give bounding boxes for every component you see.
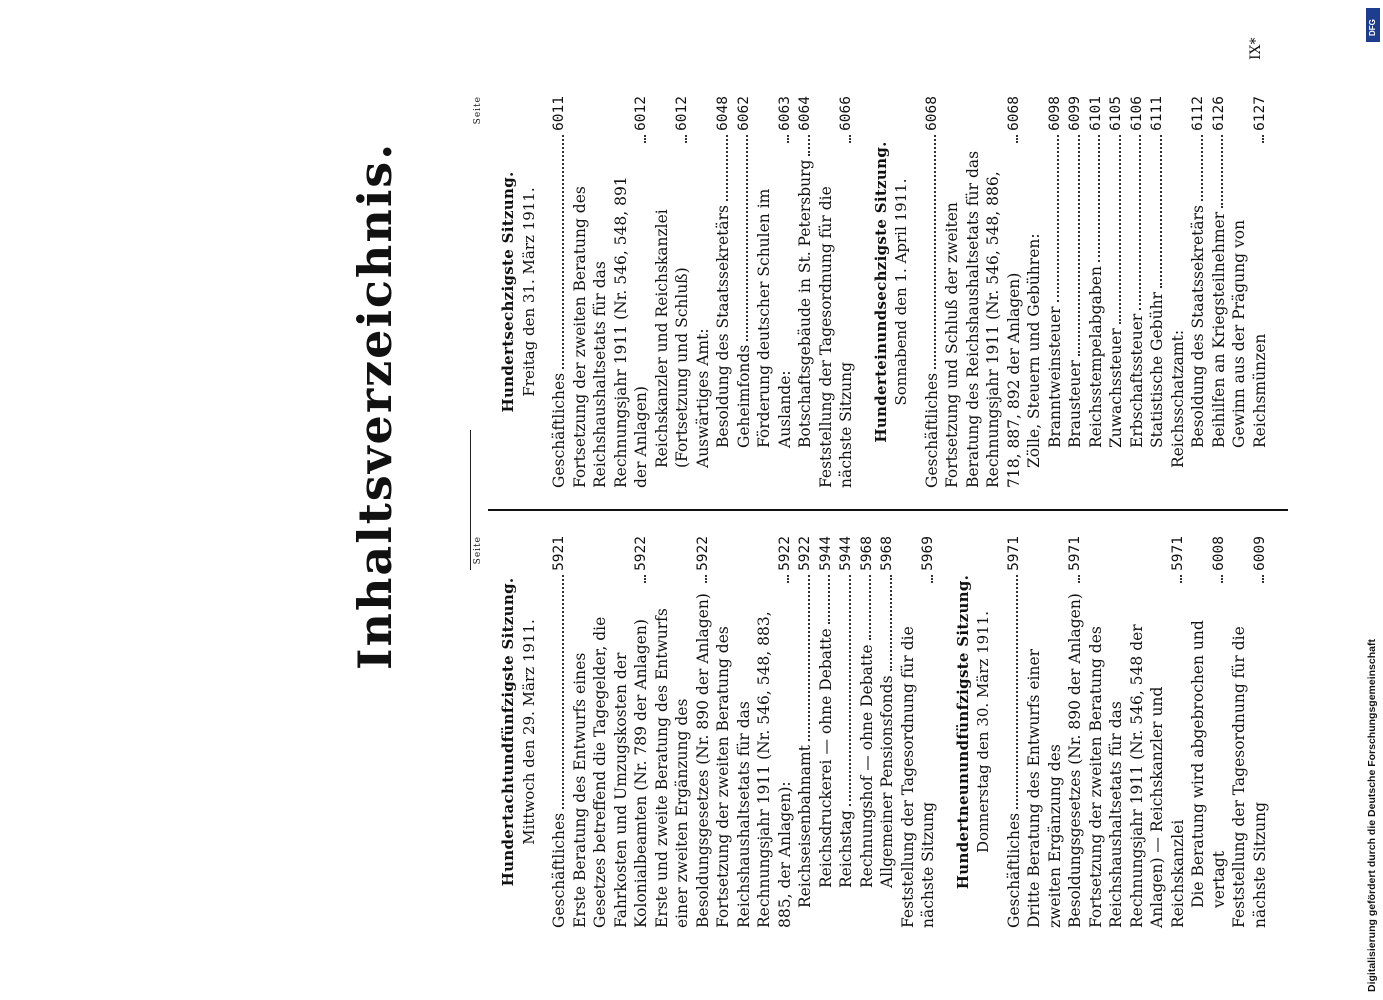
toc-entry-text: Rechnungshof — ohne Debatte [857, 644, 876, 888]
dot-leader [869, 575, 871, 641]
dot-leader [1016, 575, 1018, 809]
toc-entry [922, 96, 943, 488]
toc-entry [1209, 96, 1230, 488]
toc-entry-page: 6062 [735, 96, 752, 131]
toc-entry-page: 5968 [858, 536, 875, 571]
dot-leader [828, 575, 830, 624]
page-number: IX* [1248, 37, 1264, 60]
session-date: Freitag den 31. März 1911. [519, 187, 538, 397]
toc-entry-page: 6126 [1210, 96, 1227, 131]
toc-entry [857, 536, 878, 928]
toc-entry-page: 6101 [1087, 96, 1104, 131]
dot-leader [1201, 135, 1203, 201]
dot-leader [931, 575, 933, 583]
toc-entry-text: Statistische Gebühr [1148, 292, 1166, 448]
toc-entry [1188, 96, 1209, 488]
session-date: Donnerstag den 30. März 1911. [974, 610, 992, 854]
toc-entry [1188, 536, 1229, 928]
toc-entry-text: Förderung deutscher Schulen im Auslande: [755, 188, 794, 448]
toc-entry [570, 536, 652, 928]
toc-entry [1024, 96, 1045, 488]
toc-entry-text: Dritte Beratung des Entwurfs einer zweiten Ergänzung des Besoldungsgesetzes (Nr. 890 der Anlagen) [1025, 593, 1084, 928]
toc-entry [1024, 536, 1086, 928]
session-title: Hundertneunundfünfzigste Sitzung. [953, 574, 972, 890]
title-rule [470, 430, 471, 570]
toc-entry-text: Erste und zweite Beratung des Entwurfs einer zweiten Ergänzung des Besoldungsgesetzes (Nr. 890 der Anlagen) [652, 593, 712, 928]
dot-leader [562, 575, 564, 809]
dot-leader [849, 135, 851, 143]
toc-entry-text: Gewinn aus der Prägung von Reichsmünzen [1230, 219, 1269, 448]
dot-leader [1262, 575, 1264, 583]
toc-entry-text: Fortsetzung und Schluß der zweiten Beratung des Reichshaushaltsetats für das Rechnungsjahr 1911 (Nr. 546, 548, 886, 718, 887, 892 der Anlagen) [943, 150, 1023, 488]
toc-entry-page: 5944 [838, 536, 854, 571]
toc-entry-text: Geschäftliches [1004, 812, 1023, 928]
toc-entry-page: 5922 [633, 536, 649, 571]
toc-entry-text: Auswärtiges Amt: [693, 328, 712, 468]
toc-entry-text: Die Beratung wird abgebrochen und vertagt [1189, 620, 1228, 908]
toc-entry-text: Reichseisenbahnamt [796, 745, 814, 908]
dot-leader [1119, 135, 1121, 324]
dot-leader [705, 575, 707, 583]
toc-entry-text: Fortsetzung der zweiten Beratung des Reichshaushaltsetats für das Rechnungsjahr 1911 (Nr. 546, 548, 883, 885, der Anlagen): [714, 611, 794, 928]
dot-leader [1180, 575, 1182, 583]
toc-entry-page: 6008 [1210, 536, 1227, 571]
toc-entry [549, 536, 570, 928]
dot-leader [1078, 575, 1080, 583]
toc-entry-text: Reichskanzler und Reichskanzlei (Fortsetzung und Schluß) [652, 209, 691, 468]
session-title: Hunderteinundsechzigste Sitzung. [871, 141, 890, 443]
toc-entry-text: Feststellung der Tagesordnung für die nächste Sitzung [816, 186, 855, 488]
toc-entry [549, 96, 570, 488]
dot-leader [808, 575, 810, 741]
toc-entry-text: Zuwachssteuer [1107, 328, 1125, 448]
dot-leader [1221, 575, 1223, 583]
toc-entry-text: Fortsetzung der zweiten Beratung des Reichshaushaltsetats für das Rechnungsjahr 1911 (Nr. 546, 548 der Anlagen) — Reichskanzler und Reichskanzlei [1086, 624, 1187, 928]
toc-entry [754, 96, 795, 488]
toc-entry [1147, 96, 1168, 488]
toc-entry-text: Brausteuer [1066, 360, 1084, 448]
toc-entry-page: 5971 [1067, 536, 1083, 571]
toc-entry-text: Geheimfonds [734, 344, 753, 448]
toc-entry-text: Geschäftliches [922, 372, 941, 488]
toc-entry [1106, 96, 1127, 488]
toc-entry [836, 536, 857, 928]
session-date: Sonnabend den 1. April 1911. [892, 178, 910, 406]
toc-entry-page: 6106 [1128, 96, 1145, 131]
toc-entry-page: 6105 [1108, 96, 1124, 131]
toc-entry-text: Beihilfen an Kriegsteilnehmer [1209, 211, 1228, 448]
dot-leader [1221, 135, 1223, 208]
toc-entry-page: 5971 [1169, 536, 1186, 571]
session-date: Mittwoch den 29. März 1911. [519, 619, 538, 845]
toc-entry-page: 6012 [674, 96, 690, 131]
toc-entry [1086, 96, 1107, 488]
column-divider [488, 509, 1288, 511]
toc-entry-page: 6009 [1251, 536, 1268, 571]
toc-entry-page: 5971 [1005, 536, 1022, 571]
toc-entry-text: Erbschaftssteuer [1127, 313, 1146, 448]
dfg-logo-text: DFG [1368, 19, 1377, 36]
dfg-logo [1366, 8, 1380, 42]
toc-entry-page: 5944 [817, 536, 834, 571]
toc-entry [1127, 96, 1148, 488]
toc-entry [898, 536, 939, 928]
toc-entry-text: Geschäftliches [550, 812, 568, 928]
toc-entry-page: 5969 [920, 536, 936, 571]
toc-entry-text: Feststellung der Tagesordnung für die nächste Sitzung [1230, 626, 1269, 928]
dot-leader [562, 135, 564, 369]
toc-entry [713, 96, 734, 488]
toc-entry-page: 6063 [776, 96, 793, 131]
toc-entry-page: 6112 [1190, 96, 1206, 131]
dot-leader [685, 135, 687, 143]
session-block [871, 96, 1271, 488]
toc-entry-text: Botschaftsgebäude in St. Petersburg [796, 159, 814, 448]
toc-entry-page: 6012 [633, 96, 649, 131]
toc-entry-page: 5921 [551, 536, 567, 571]
toc-entry-text: Feststellung der Tagesordnung für die nächste Sitzung [898, 626, 937, 928]
toc-entry [1229, 536, 1270, 928]
seite-label-left: Seite [473, 536, 483, 565]
toc-entry-text: Fortsetzung der zweiten Beratung des Reichshaushaltsetats für das Rechnungsjahr 1911 (Nr. 546, 548, 891 der Anlagen) [570, 176, 650, 488]
dot-leader [1139, 135, 1141, 310]
toc-entry-page: 5922 [694, 536, 711, 571]
toc-entry [816, 536, 837, 928]
toc-entry-page: 6099 [1067, 96, 1083, 131]
toc-entry [795, 536, 816, 928]
toc-entry [693, 96, 714, 488]
toc-entry [1168, 96, 1189, 488]
dot-leader [890, 575, 892, 672]
toc-entry [1065, 96, 1086, 488]
toc-entry [1045, 96, 1066, 488]
dot-leader [644, 135, 646, 143]
toc-entry-page: 6068 [923, 96, 940, 131]
toc-entry-text: Reichsstempelabgaben [1086, 266, 1105, 448]
dot-leader [808, 135, 810, 156]
digitization-note [1366, 372, 1380, 992]
toc-entry-text: Zölle, Steuern und Gebühren: [1025, 233, 1043, 468]
toc-entry-text: Reichsschatzamt: [1168, 329, 1187, 468]
session-title: Hundertachtundfünfzigste Sitzung. [499, 577, 517, 887]
toc-entry-page: 5968 [879, 536, 895, 571]
toc-entry-text: Besoldung des Staatssekretärs [1189, 205, 1207, 448]
dot-leader [934, 135, 936, 369]
toc-entry [570, 96, 652, 488]
toc-entry-page: 6068 [1005, 96, 1022, 131]
dot-leader [1160, 135, 1162, 288]
toc-entry [816, 96, 857, 488]
toc-entry [734, 96, 755, 488]
toc-entry-page: 5922 [797, 536, 813, 571]
left-column [472, 536, 1270, 928]
right-column [472, 96, 1270, 488]
toc-entry [795, 96, 816, 488]
toc-entry-page: 6127 [1251, 96, 1268, 131]
session-block [498, 536, 939, 928]
toc-entry-page: 6064 [797, 96, 813, 131]
page-title: Inhaltsverzeichnis. [348, 141, 402, 670]
toc-entry-text: Branntweinsteuer [1045, 306, 1064, 448]
dot-leader [787, 135, 789, 143]
toc-entry [652, 536, 714, 928]
toc-entry-page: 6048 [715, 96, 731, 131]
toc-entry [713, 536, 795, 928]
toc-entry-text: Erste Beratung des Entwurfs eines Gesetzes betreffend die Tagegelder, die Fahrkosten und Umzugskosten der Kolonialbeamten (Nr. 789 der Anlagen) [570, 616, 650, 928]
toc-entry-page: 6066 [838, 96, 854, 131]
toc-entry-text: Reichstag [837, 810, 855, 888]
dot-leader [1262, 135, 1264, 143]
toc-entry-text: Besoldung des Staatssekretärs [714, 205, 732, 448]
toc-entry-page: 6011 [551, 96, 567, 131]
toc-entry [652, 96, 693, 488]
toc-entry [942, 96, 1024, 488]
toc-entry [1004, 536, 1025, 928]
toc-entry-page: 5922 [776, 536, 793, 571]
seite-label-right: Seite [473, 96, 483, 125]
session-title: Hundertsechzigste Sitzung. [499, 171, 517, 413]
toc-entry-text: Allgemeiner Pensionsfonds [878, 675, 896, 888]
toc-entry-page: 6098 [1046, 96, 1063, 131]
toc-entry [1229, 96, 1270, 488]
dot-leader [644, 575, 646, 583]
dot-leader [787, 575, 789, 583]
dot-leader [1078, 135, 1080, 356]
toc-entry-text: Geschäftliches [550, 372, 568, 488]
toc-entry [877, 536, 898, 928]
toc-entry-page: 6111 [1149, 96, 1165, 131]
dot-leader [1098, 135, 1100, 262]
session-block [498, 96, 857, 488]
dot-leader [746, 135, 748, 341]
dot-leader [1016, 135, 1018, 143]
dot-leader [1057, 135, 1059, 303]
dot-leader [726, 135, 728, 201]
digitization-note-text: Digitalisierung gefördert durch die Deutsche Forschungsgemeinschaft [1366, 639, 1378, 992]
dot-leader [849, 575, 851, 806]
toc-entry-text: Reichsdruckerei — ohne Debatte [816, 628, 835, 888]
session-block [953, 536, 1271, 928]
toc-entry [1086, 536, 1189, 928]
